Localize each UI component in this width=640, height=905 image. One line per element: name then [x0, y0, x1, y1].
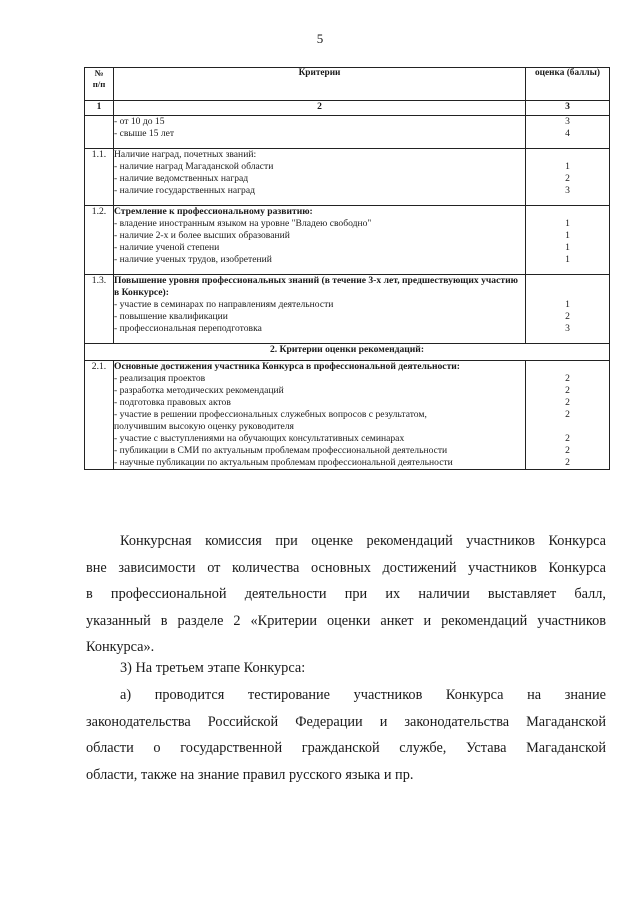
- score-value: 2: [565, 457, 570, 468]
- score-value: 3: [565, 323, 570, 334]
- score-value: 2: [565, 445, 570, 456]
- score-value: 1: [565, 254, 570, 265]
- criteria-item: - разработка методических рекомендаций: [114, 385, 284, 396]
- score-value: 1: [565, 230, 570, 241]
- score-value: 2: [565, 397, 570, 408]
- criteria-cell: [114, 116, 526, 149]
- paragraph-line: Конкурса».: [86, 639, 155, 655]
- criteria-cell: [114, 149, 526, 206]
- score-value: 3: [565, 116, 570, 127]
- score-value: 2: [565, 433, 570, 444]
- paragraph-line: указанный в разделе 2 «Критерии оценки анкет и рекомендаций участников: [86, 612, 606, 629]
- score-cell: [526, 206, 610, 275]
- criteria-item: - участие в семинарах по направлениям деятельности: [114, 299, 334, 310]
- table-header-row: [85, 68, 610, 101]
- criteria-item: - владение иностранным языком на уровне "Владею свободно": [114, 218, 372, 229]
- table-index-row: [85, 101, 610, 116]
- row-number: 2.1.: [85, 361, 114, 470]
- criteria-cell: [114, 206, 526, 275]
- paragraph-line: а) проводится тестирование участников Конкурса на знание: [120, 687, 606, 703]
- criteria-item: - наличие государственных наград: [114, 185, 255, 196]
- paragraph-line: Конкурсная комиссия при оценке рекомендаций участников Конкурса: [120, 533, 606, 549]
- row-number: 1.2.: [85, 206, 114, 275]
- score-value: 1: [565, 242, 570, 253]
- table-row: [85, 361, 610, 470]
- score-value: 2: [565, 311, 570, 322]
- criteria-item: - реализация проектов: [114, 373, 206, 384]
- row-number: 1.1.: [85, 149, 114, 206]
- criteria-title: Стремление к профессиональному развитию:: [114, 206, 313, 217]
- paragraph-commission: [86, 528, 606, 661]
- criteria-title: Наличие наград, почетных званий:: [114, 149, 257, 160]
- score-value: 2: [565, 373, 570, 384]
- paragraph-line: законодательства Российской Федерации и законодательства Магаданской: [86, 713, 606, 730]
- table-row: [85, 149, 610, 206]
- paragraph-stage3: [86, 655, 606, 682]
- row-number: [85, 116, 114, 149]
- index-cell: 3: [526, 101, 610, 116]
- paragraph-line: вне зависимости от количества основных достижений участников Конкурса: [86, 559, 606, 576]
- score-value: 2: [565, 409, 570, 420]
- table-row: [85, 275, 610, 344]
- score-value: 3: [565, 185, 570, 196]
- criteria-item: - участие в решении профессиональных служебных вопросов с результатом,: [114, 409, 427, 420]
- criteria-item: получившим высокую оценку руководителя: [114, 421, 294, 432]
- criteria-item: - свыше 15 лет: [114, 128, 175, 139]
- paragraph-line: области, также на знание правил русского языка и пр.: [86, 766, 414, 783]
- criteria-table: [84, 67, 610, 470]
- criteria-item: - научные публикации по актуальным проблемам профессиональной деятельности: [114, 457, 453, 468]
- criteria-item: - подготовка правовых актов: [114, 397, 231, 408]
- score-value: 1: [565, 218, 570, 229]
- criteria-item: - участие с выступлениями на обучающих консультативных семинарах: [114, 433, 405, 444]
- table-row: [85, 116, 610, 149]
- criteria-title: Основные достижения участника Конкурса в профессиональной деятельности:: [114, 361, 461, 372]
- row-number: 1.3.: [85, 275, 114, 344]
- criteria-item: - наличие ученых трудов, изобретений: [114, 254, 272, 265]
- score-value: [526, 421, 609, 433]
- criteria-cell: [114, 275, 526, 344]
- index-cell: 2: [114, 101, 526, 116]
- page-number: 5: [316, 31, 324, 46]
- score-value: 4: [565, 128, 570, 139]
- criteria-item: - наличие наград Магаданской области: [114, 161, 274, 172]
- criteria-cell: [114, 361, 526, 470]
- criteria-item: - от 10 до 15: [114, 116, 165, 127]
- paragraph-line: в профессиональной деятельности при их наличии выставляет балл,: [86, 586, 606, 602]
- paragraph-line: области о государственной гражданской службе, Устава Магаданской: [86, 740, 606, 756]
- section-title: 2. Критерии оценки рекомендаций:: [85, 344, 610, 361]
- score-cell: [526, 361, 610, 470]
- score-cell: [526, 275, 610, 344]
- score-cell: [526, 116, 610, 149]
- score-value: 1: [565, 299, 570, 310]
- paragraph-testing: [86, 682, 606, 788]
- criteria-title: Повышение уровня профессиональных знаний (в течение 3-х лет, предшествующих участию в Конкурсе):: [114, 275, 518, 298]
- score-cell: [526, 149, 610, 206]
- criteria-item: - наличие 2-х и более высших образований: [114, 230, 290, 241]
- criteria-item: - публикации в СМИ по актуальным проблемам профессиональной деятельности: [114, 445, 448, 456]
- criteria-item: - профессиональная переподготовка: [114, 323, 262, 334]
- table-row: [85, 206, 610, 275]
- header-number: № п/п: [85, 68, 114, 101]
- criteria-item: - наличие ведомственных наград: [114, 173, 249, 184]
- score-value: 2: [565, 173, 570, 184]
- section-row: [85, 344, 610, 361]
- paragraph-line: 3) На третьем этапе Конкурса:: [120, 660, 306, 676]
- index-cell: 1: [85, 101, 114, 116]
- header-score: оценка (баллы): [526, 68, 610, 101]
- score-value: 1: [565, 161, 570, 172]
- score-value: 2: [565, 385, 570, 396]
- criteria-item: - повышение квалификации: [114, 311, 228, 322]
- criteria-item: - наличие ученой степени: [114, 242, 220, 253]
- header-criteria: Критерии: [114, 68, 526, 101]
